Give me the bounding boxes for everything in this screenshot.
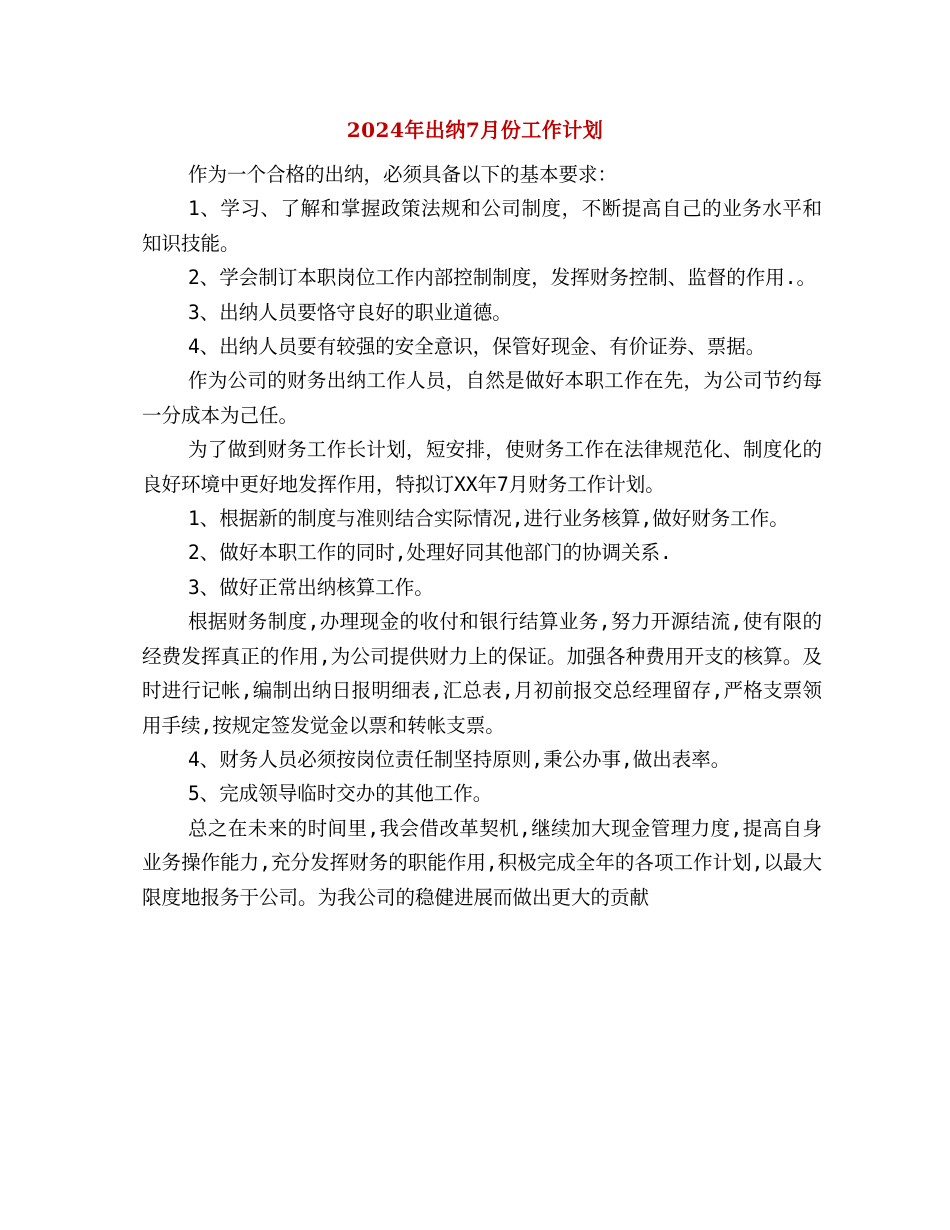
- paragraph: 2、学会制订本职岗位工作内部控制制度，发挥财务控制、监督的作用.。: [188, 266, 816, 290]
- paragraph: 根据财务制度,办理现金的收付和银行结算业务,努力开源结流,使有限的经费发挥真正的作用,为公司提供财力上的保证。加强各种费用开支的核算。及时进行记帐,编制出纳日报明细表,汇总表,月初前报交总经理留存,严格支票领用手续,按规定签发觉金以票和转帐支票。: [142, 610, 822, 737]
- paragraph: 5、完成领导临时交办的其他工作。: [188, 782, 493, 806]
- paragraph: 作为公司的财务出纳工作人员，自然是做好本职工作在先，为公司节约每一分成本为己任。: [142, 369, 822, 427]
- paragraph: 3、出纳人员要恪守良好的职业道德。: [188, 300, 512, 324]
- paragraph: 总之在未来的时间里,我会借改革契机,继续加大现金管理力度,提高自身业务操作能力,充分发挥财务的职能作用,积极完成全年的各项工作计划,以最大限度地报务于公司。为我公司的稳健进展而做出更大的贡献: [142, 816, 822, 909]
- paragraph: 1、学习、了解和掌握政策法规和公司制度，不断提高自己的业务水平和知识技能。: [142, 197, 822, 255]
- paragraph: 4、出纳人员要有较强的安全意识，保管好现金、有价证券、票据。: [188, 335, 766, 359]
- paragraph: 2、做好本职工作的同时,处理好同其他部门的协调关系.: [188, 541, 672, 565]
- document-body: [142, 158, 822, 915]
- document-title: 2024年出纳7月份工作计划: [346, 118, 604, 142]
- paragraph: 1、根据新的制度与准则结合实际情况,进行业务核算,做好财务工作。: [188, 507, 789, 531]
- paragraph: 作为一个合格的出纳，必须具备以下的基本要求：: [188, 163, 618, 186]
- paragraph: 3、做好正常出纳核算工作。: [188, 575, 434, 599]
- paragraph: 为了做到财务工作长计划，短安排，使财务工作在法律规范化、制度化的良好环境中更好地发挥作用，特拟订XX年7月财务工作计划。: [142, 438, 822, 496]
- paragraph: 4、财务人员必须按岗位责任制坚持原则,秉公办事,做出表率。: [188, 747, 731, 771]
